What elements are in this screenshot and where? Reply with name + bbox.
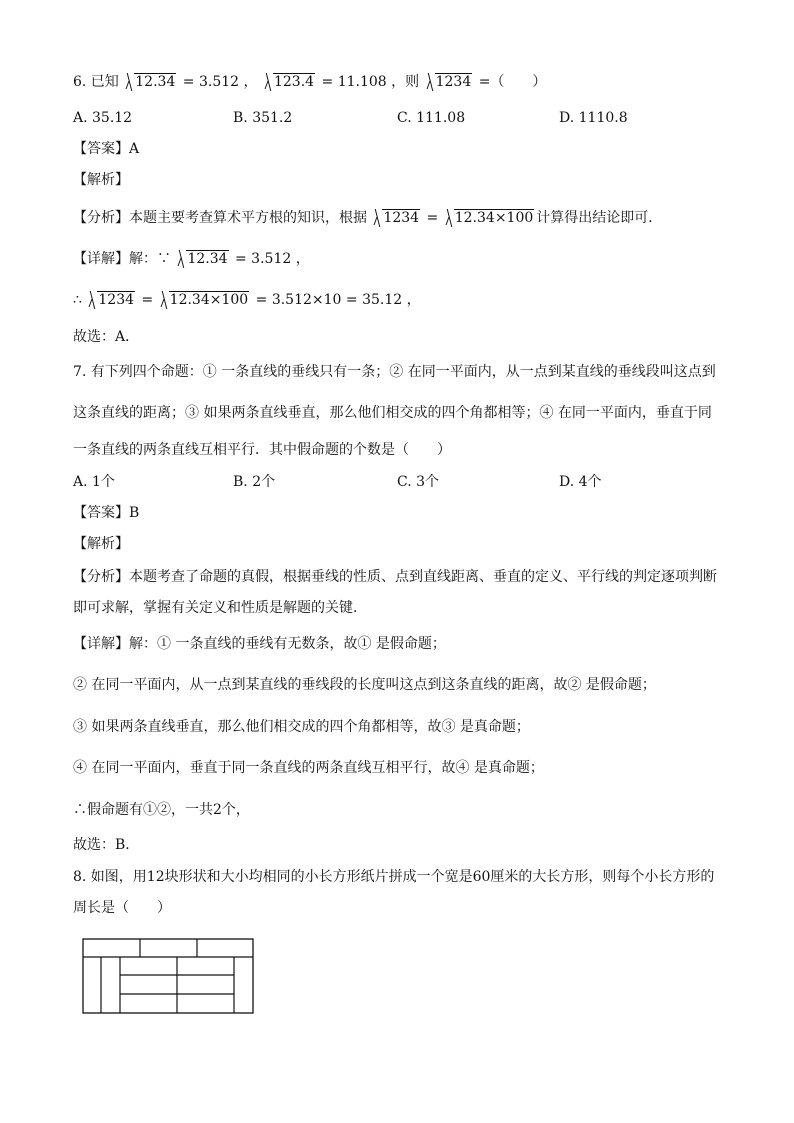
- q6-number: 6. 已知: [73, 74, 119, 90]
- outer-rectangle: [83, 939, 253, 1013]
- q7-option-c: C. 3个: [397, 474, 440, 490]
- sqrt-12.34x100: 12.34×100: [443, 208, 535, 228]
- sqrt-12.34: 12.34: [175, 249, 228, 269]
- q6-answer: 【答案】A: [73, 141, 140, 157]
- sqrt-1234: 1234: [371, 208, 420, 228]
- q6-choose: 故选：A．: [73, 329, 140, 345]
- q7-detail-line-5: ∴假命题有①②，一共2个，: [73, 802, 250, 818]
- sqrt-12.34x100: 12.34×100: [158, 290, 250, 310]
- q7-stem-line-3: 一条直线的两条直线互相平行．其中假命题的个数是（ ）: [73, 442, 451, 458]
- q7-answer: 【答案】B: [73, 505, 140, 521]
- sqrt-1234: 1234: [86, 290, 135, 310]
- q7-stem-line-2: 这条直线的距离；③ 如果两条直线垂直，那么他们相交成的四个角都相等；④ 在同一平面内，垂直于同: [73, 405, 712, 421]
- q7-fenxi-line-2: 即可求解，掌握有关定义和性质是解题的关键．: [73, 600, 367, 616]
- q7-stem-line-1: 7. 有下列四个命题：① 一条直线的垂线只有一条；② 在同一平面内，从一点到某直线的垂线段叫这点到: [73, 364, 716, 380]
- q6-analysis-tag: 【解析】: [73, 172, 129, 188]
- sqrt-123.4: 123.4: [262, 72, 315, 92]
- q6-fenxi: 【分析】本题主要考查算术平方根的知识，根据 1234 = 12.34×100 计算得出结论即可．: [73, 210, 663, 226]
- sqrt-12.34: 12.34: [123, 72, 176, 92]
- q6-option-d: D. 1110.8: [559, 110, 628, 126]
- q7-fenxi-line-1: 【分析】本题考查了命题的真假，根据垂线的性质、点到直线距离、垂直的定义、平行线的判定逐项判断: [73, 569, 717, 585]
- q6-option-c: C. 111.08: [397, 110, 466, 126]
- q7-choose: 故选：B．: [73, 837, 140, 853]
- q6-option-b: B. 351.2: [233, 110, 293, 126]
- q7-detail-line-3: ③ 如果两条直线垂直，那么他们相交成的四个角都相等，故③ 是真命题；: [73, 719, 530, 735]
- q7-option-b: B. 2个: [233, 474, 276, 490]
- q7-detail-line-4: ④ 在同一平面内，垂直于同一条直线的两条直线互相平行，故④ 是真命题；: [73, 760, 544, 776]
- q7-detail-line-1: 【详解】解：① 一条直线的垂线有无数条，故① 是假命题；: [73, 636, 446, 652]
- q6-detail: 【详解】解：∵ 12.34 = 3.512 ，: [73, 251, 310, 267]
- q8-stem-line-2: 周长是（ ）: [73, 900, 171, 916]
- q6-therefore: ∴ 1234 = 12.34×100 = 3.512×10 = 35.12 ，: [73, 292, 421, 308]
- q6-option-a: A. 35.12: [73, 110, 133, 126]
- q7-option-d: D. 4个: [559, 474, 602, 490]
- q8-rectangle-figure: [80, 937, 256, 1017]
- q8-stem-line-1: 8. 如图，用12块形状和大小均相同的小长方形纸片拼成一个宽是60厘米的大长方形，则每个小长方形的: [73, 869, 715, 885]
- q7-option-a: A. 1个: [73, 474, 115, 490]
- q7-detail-line-2: ② 在同一平面内，从一点到某直线的垂线段的长度叫这点到这条直线的距离，故② 是假命题；: [73, 677, 656, 693]
- sqrt-1234: 1234: [424, 72, 473, 92]
- q6-stem: 6. 已知 12.34 = 3.512 ， 123.4 = 11.108 ，则 1234 =（ ）: [73, 74, 547, 90]
- q7-analysis-tag: 【解析】: [73, 536, 129, 552]
